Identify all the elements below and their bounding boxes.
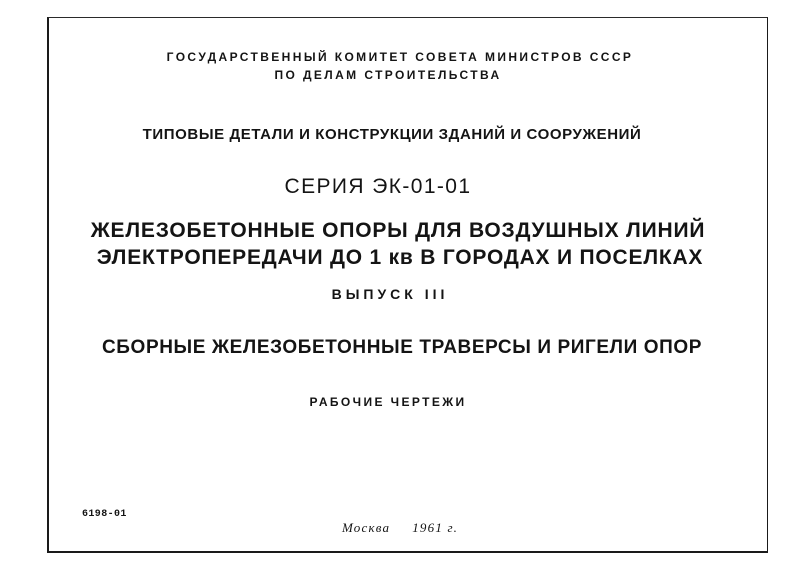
document-title-line-2: ЭЛЕКТРОПЕРЕДАЧИ ДО 1 кв В ГОРОДАХ И ПОСЕЛКАХ: [96, 246, 704, 269]
page-border-frame: [47, 17, 768, 553]
document-subtitle: СБОРНЫЕ ЖЕЛЕЗОБЕТОННЫЕ ТРАВЕРСЫ И РИГЕЛИ ОПОР: [101, 337, 702, 358]
typical-details-heading: ТИПОВЫЕ ДЕТАЛИ И КОНСТРУКЦИИ ЗДАНИЙ И СООРУЖЕНИЙ: [142, 126, 642, 143]
issue-number: ВЫПУСК III: [331, 286, 449, 302]
committee-header-line-2: ПО ДЕЛАМ СТРОИТЕЛЬСТВА: [274, 68, 502, 82]
committee-header-line-1: ГОСУДАРСТВЕННЫЙ КОМИТЕТ СОВЕТА МИНИСТРОВ СССР: [166, 50, 634, 64]
series-heading: СЕРИЯ ЭК-01-01: [284, 175, 472, 198]
publication-footer: [0, 520, 800, 536]
publication-city: Москва: [341, 520, 391, 535]
working-drawings-label: РАБОЧИЕ ЧЕРТЕЖИ: [309, 395, 467, 409]
document-code: 6198-01: [82, 509, 127, 520]
publication-year: 1961 г.: [412, 520, 459, 535]
document-title-line-1: ЖЕЛЕЗОБЕТОННЫЕ ОПОРЫ ДЛЯ ВОЗДУШНЫХ ЛИНИЙ: [90, 219, 706, 242]
